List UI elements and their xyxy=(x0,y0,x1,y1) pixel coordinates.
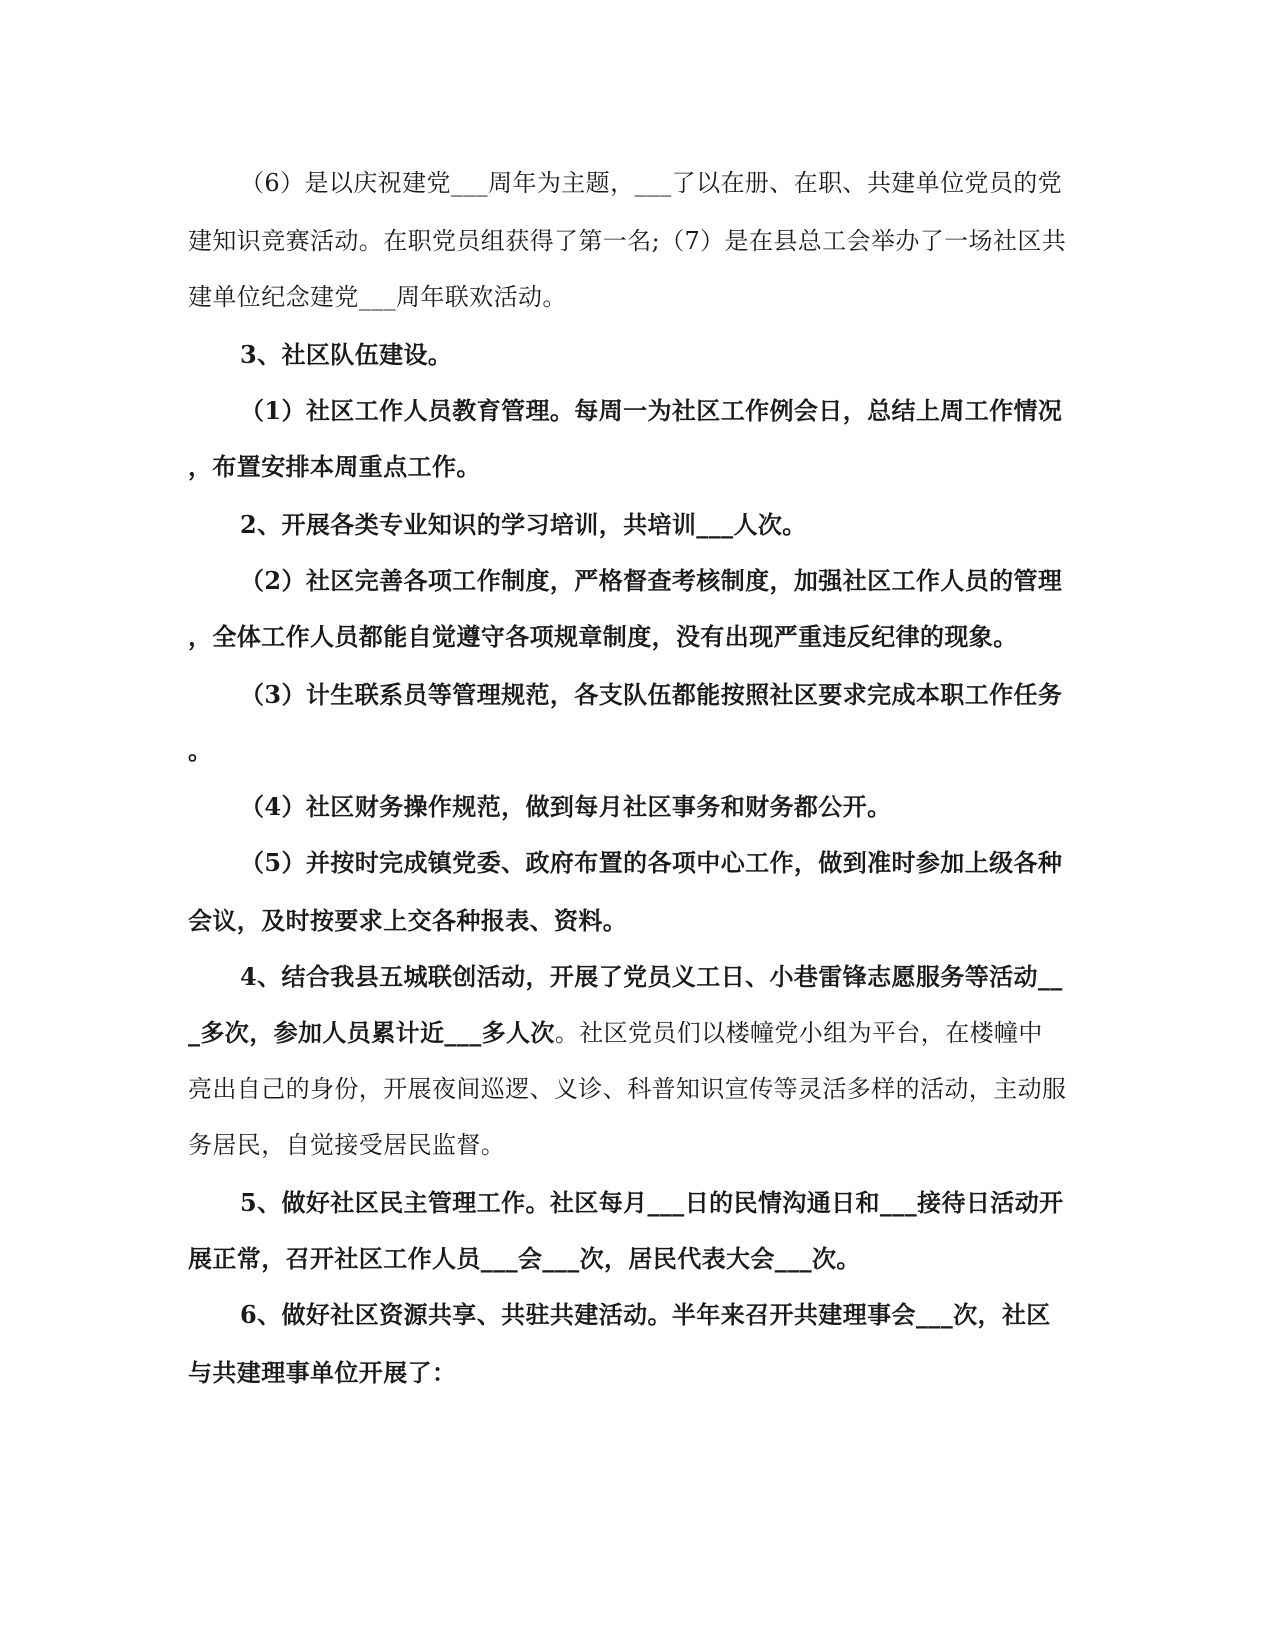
paragraph-line: 6、做好社区资源共享、共驻共建活动。半年来召开共建理事会___次，社区 xyxy=(240,1300,1051,1329)
section-heading: 3、社区队伍建设。 xyxy=(240,340,453,369)
paragraph-line: 亮出自己的身份，开展夜间巡逻、义诊、科普知识宣传等灵活多样的活动，主动服 xyxy=(188,1075,1067,1103)
paragraph-line: （4）社区财务操作规范，做到每月社区事务和财务都公开。 xyxy=(240,792,892,821)
paragraph-line: 与共建理事单位开展了： xyxy=(188,1358,457,1387)
paragraph-line xyxy=(188,1018,1043,1048)
paragraph-line: 务居民，自觉接受居民监督。 xyxy=(188,1131,506,1159)
paragraph-line: 建单位纪念建党___周年联欢活动。 xyxy=(188,283,567,311)
paragraph-line: 。 xyxy=(188,736,213,765)
paragraph-line: 建知识竞赛活动。在职党员组获得了第一名;（7）是在县总工会举办了一场社区共 xyxy=(188,227,1067,255)
paragraph-line: ，布置安排本周重点工作。 xyxy=(188,452,481,481)
paragraph-line: 会议，及时按要求上交各种报表、资料。 xyxy=(188,906,628,935)
paragraph-line: ，全体工作人员都能自觉遵守各项规章制度，没有出现严重违反纪律的现象。 xyxy=(188,622,1018,651)
paragraph-line: （3）计生联系员等管理规范，各支队伍都能按照社区要求完成本职工作任务 xyxy=(240,680,1063,709)
paragraph-line: （2）社区完善各项工作制度，严格督查考核制度，加强社区工作人员的管理 xyxy=(240,566,1063,595)
normal-segment: 。社区党员们以楼幢党小组为平台，在楼幢中 xyxy=(554,1019,1043,1047)
paragraph-line: 5、做好社区民主管理工作。社区每月___日的民情沟通日和___接待日活动开 xyxy=(240,1188,1064,1217)
paragraph-line: 展正常，召开社区工作人员___会___次，居民代表大会___次。 xyxy=(188,1244,861,1273)
paragraph-line: （5）并按时完成镇党委、政府布置的各项中心工作，做到准时参加上级各种 xyxy=(240,848,1063,877)
paragraph-line: 2、开展各类专业知识的学习培训，共培训___人次。 xyxy=(240,510,807,539)
paragraph-line: 4、结合我县五城联创活动，开展了党员义工日、小巷雷锋志愿服务等活动__ xyxy=(240,962,1063,991)
paragraph-line: （6）是以庆祝建党___周年为主题，___了以在册、在职、共建单位党员的党 xyxy=(240,169,1063,197)
bold-segment: _多次，参加人员累计近___多人次 xyxy=(188,1018,555,1047)
paragraph-line: （1）社区工作人员教育管理。每周一为社区工作例会日，总结上周工作情况 xyxy=(240,396,1063,425)
